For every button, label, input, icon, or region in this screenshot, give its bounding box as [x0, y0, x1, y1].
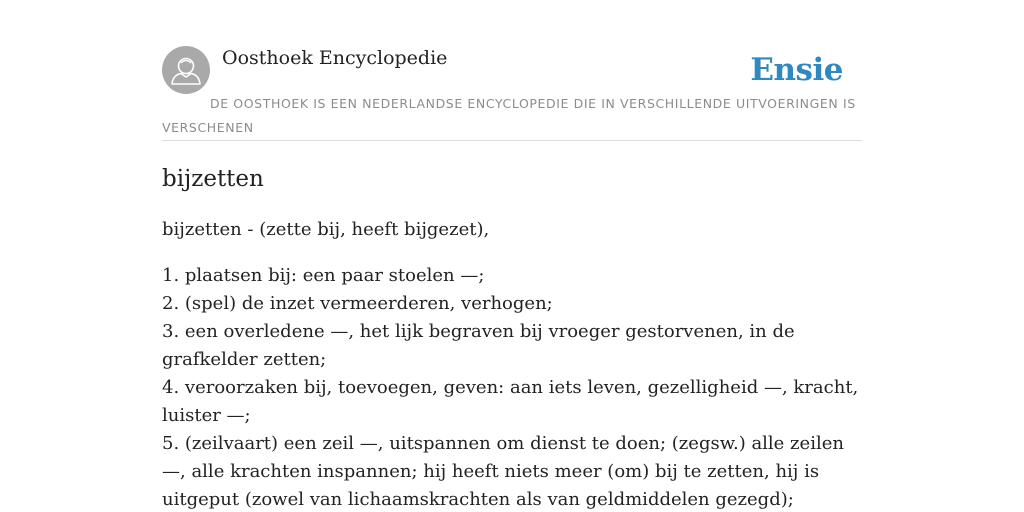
site-header	[162, 46, 862, 141]
sense-item: 4. veroorzaken bij, toevoegen, geven: aan iets leven, gezelligheid —, kracht, luister —;	[162, 377, 859, 426]
sense-item: 3. een overledene —, het lijk begraven bij vroeger gestorvenen, in de grafkelder zetten;	[162, 321, 795, 370]
sense-list	[162, 262, 862, 512]
sense-item: 2. (spel) de inzet vermeerderen, verhogen;	[162, 293, 553, 314]
site-name-link[interactable]: Oosthoek Encyclopedie	[222, 47, 448, 69]
sense-item: 1. plaatsen bij: een paar stoelen —;	[162, 265, 485, 286]
sense-item: 5. (zeilvaart) een zeil —, uitspannen om dienst te doen; (zegsw.) alle zeilen —, alle krachten inspannen; hij heeft niets meer (om) bij te zetten, hij is uitgeput (zowel van lichaamskrachten als van geldmiddelen gezegd);	[162, 433, 844, 510]
user-icon[interactable]	[162, 46, 210, 94]
brand-logo[interactable]: Ensie	[750, 52, 843, 88]
entry-title: bijzetten	[162, 166, 264, 192]
entry-intro: bijzetten - (zette bij, heeft bijgezet),	[162, 219, 490, 240]
site-tagline: DE OOSTHOEK IS EEN NEDERLANDSE ENCYCLOPEDIE DIE IN VERSCHILLENDE UITVOERINGEN IS VERSCHENEN	[162, 96, 856, 135]
entry-body	[162, 216, 862, 512]
